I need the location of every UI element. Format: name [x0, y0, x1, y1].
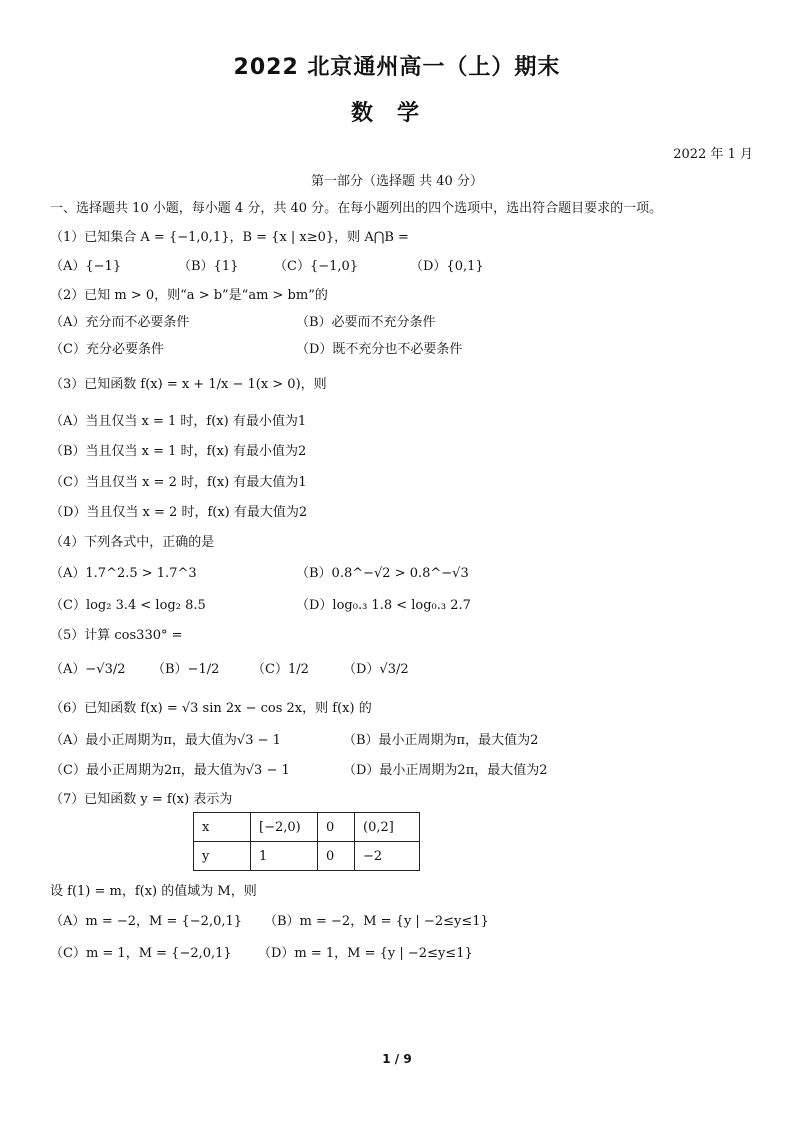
q1-stem: （1）已知集合 A = {−1,0,1}，B = {x | x≥0}，则 A⋂B = [50, 230, 409, 245]
q3-option-a: （A）当且仅当 x = 1 时，f(x) 有最小值为1 [50, 414, 307, 429]
q3-option-d: （D）当且仅当 x = 2 时，f(x) 有最大值为2 [50, 505, 308, 520]
q6-option-b: （B）最小正周期为π，最大值为2 [343, 733, 539, 748]
q6-option-d: （D）最小正周期为2π，最大值为2 [343, 763, 548, 778]
q7-note: 设 f(1) = m，f(x) 的值域为 M，则 [50, 884, 257, 899]
q5-stem: （5）计算 cos330° = [50, 628, 183, 643]
q7-option-d: （D）m = 1，M = {y | −2≤y≤1} [258, 946, 473, 961]
q4-option-b: （B）0.8^−√2 > 0.8^−√3 [296, 566, 469, 581]
table-cell: 0 [318, 813, 355, 842]
q2-option-d: （D）既不充分也不必要条件 [296, 342, 463, 357]
q5-option-d: （D）√3/2 [343, 662, 409, 677]
q6-option-c: （C）最小正周期为2π，最大值为√3 − 1 [50, 763, 290, 778]
q4-stem: （4）下列各式中，正确的是 [50, 535, 215, 550]
q5-option-a: （A）−√3/2 [50, 662, 126, 677]
table-cell: 0 [318, 842, 355, 871]
q6-option-a: （A）最小正周期为π，最大值为√3 − 1 [50, 733, 281, 748]
q7-option-a: （A）m = −2，M = {−2,0,1} [50, 914, 243, 929]
q1-option-b: （B）{1} [178, 259, 239, 274]
q2-option-a: （A）充分而不必要条件 [50, 315, 190, 330]
q3-option-b: （B）当且仅当 x = 1 时，f(x) 有最小值为2 [50, 444, 307, 459]
section-instruction: 一、选择题共 10 小题，每小题 4 分，共 40 分。在每小题列出的四个选项中，选出符合题目要求的一项。 [50, 201, 663, 216]
q3-option-c: （C）当且仅当 x = 2 时，f(x) 有最大值为1 [50, 475, 307, 490]
q1-option-c: （C）{−1,0} [274, 259, 359, 274]
q1-option-d: （D）{0,1} [410, 259, 484, 274]
table-cell: x [194, 813, 251, 842]
q7-option-b: （B）m = −2，M = {y | −2≤y≤1} [264, 914, 489, 929]
q2-option-c: （C）充分必要条件 [50, 342, 164, 357]
function-table [193, 812, 420, 871]
q5-option-c: （C）1/2 [252, 662, 309, 677]
page-number: 1 / 9 [382, 1052, 412, 1066]
q4-option-d: （D）log₀.₃ 1.8 < log₀.₃ 2.7 [296, 598, 471, 613]
page-title: 2022 北京通州高一（上）期末 [233, 55, 561, 80]
q2-stem: （2）已知 m > 0，则“a > b”是“am > bm”的 [50, 288, 328, 303]
table-cell: −2 [355, 842, 420, 871]
table-cell: 1 [251, 842, 318, 871]
table-cell: (0,2] [355, 813, 420, 842]
part-heading: 第一部分（选择题 共 40 分） [311, 174, 483, 189]
q1-option-a: （A）{−1} [50, 259, 122, 274]
table-row [194, 842, 420, 871]
q4-option-c: （C）log₂ 3.4 < log₂ 8.5 [50, 598, 206, 613]
table-cell: [−2,0) [251, 813, 318, 842]
q7-stem: （7）已知函数 y = f(x) 表示为 [50, 792, 233, 807]
q7-option-c: （C）m = 1，M = {−2,0,1} [50, 946, 232, 961]
q5-option-b: （B）−1/2 [152, 662, 220, 677]
q3-stem: （3）已知函数 f(x) = x + 1/x − 1(x > 0)，则 [50, 377, 327, 392]
q4-option-a: （A）1.7^2.5 > 1.7^3 [50, 566, 197, 581]
q2-option-b: （B）必要而不充分条件 [296, 315, 436, 330]
table-cell: y [194, 842, 251, 871]
q6-stem: （6）已知函数 f(x) = √3 sin 2x − cos 2x，则 f(x) 的 [50, 701, 372, 716]
exam-date: 2022 年 1 月 [673, 147, 753, 162]
table-row [194, 813, 420, 842]
subject-title: 数学 [350, 101, 443, 126]
